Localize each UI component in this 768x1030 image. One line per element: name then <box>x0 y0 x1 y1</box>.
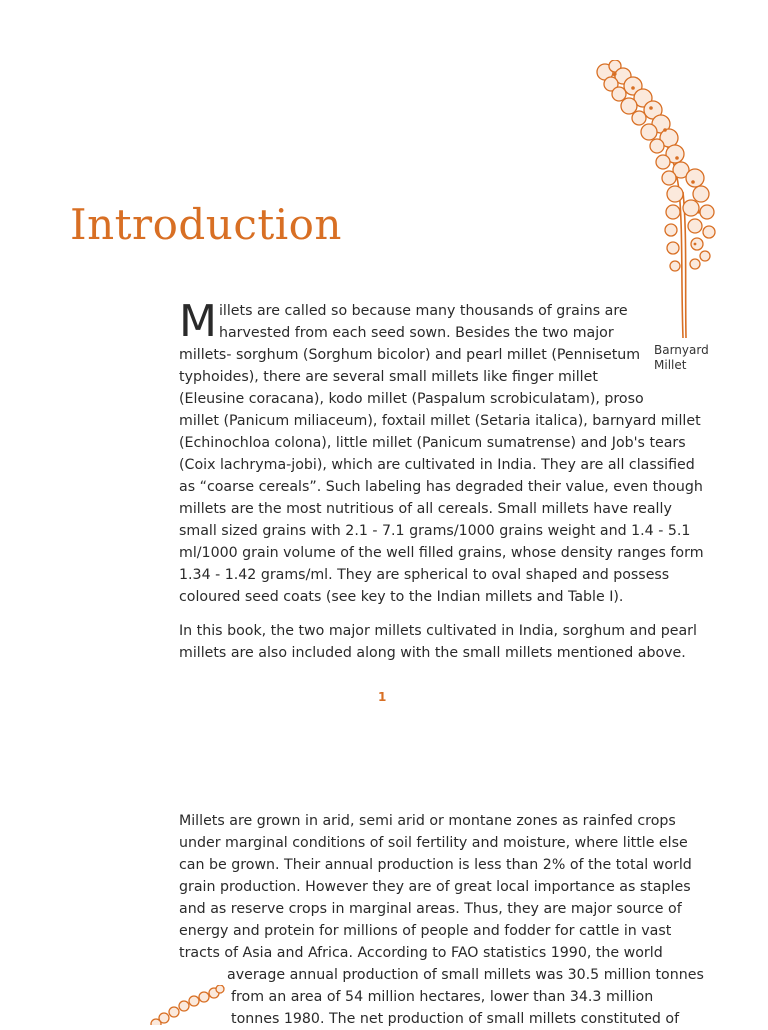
text-line: and as reserve crops in marginal areas. Thus, they are major source of <box>179 901 682 917</box>
page-number: 1 <box>378 690 387 704</box>
text-line: Millets are grown in arid, semi arid or montane zones as rainfed crops <box>179 813 676 829</box>
text-line: millets are the most nutritious of all cereals. Small millets have really <box>179 501 672 517</box>
text-line: (Coix lachryma-jobi), which are cultivated in India. They are all classified <box>179 457 695 473</box>
text-line: In this book, the two major millets cultivated in India, sorghum and pearl <box>179 623 697 639</box>
text-line: average annual production of small millets was 30.5 million tonnes <box>227 967 704 983</box>
text-line: millet (Panicum miliaceum), foxtail millet (Setaria italica), barnyard millet <box>179 413 701 429</box>
text-line: ml/1000 grain volume of the well filled grains, whose density ranges form <box>179 545 704 561</box>
millet-spike-icon <box>150 985 230 1025</box>
text-line: harvested from each seed sown. Besides the two major <box>218 325 614 341</box>
page2-paragraph <box>179 810 704 1030</box>
text-line: energy and protein for millions of people and fodder for cattle in vast <box>179 923 672 939</box>
text-line: millets are also included along with the small millets mentioned above. <box>179 645 686 661</box>
text-line: coloured seed coats (see key to the Indian millets and Table I). <box>179 589 624 605</box>
text-line: grain production. However they are of great local importance as staples <box>179 879 691 895</box>
page-title: Introduction <box>70 200 342 249</box>
drop-cap: M <box>179 296 217 347</box>
text-line: tonnes 1980. The net production of small millets constituted of <box>231 1011 680 1027</box>
text-line: tracts of Asia and Africa. According to FAO statistics 1990, the world <box>179 945 663 961</box>
text-line: small sized grains with 2.1 - 7.1 grams/1000 grains weight and 1.4 - 5.1 <box>179 523 691 539</box>
intro-paragraph-2 <box>179 620 699 664</box>
text-line: illets are called so because many thousands of grains are <box>218 303 628 319</box>
text-line: as “coarse cereals”. Such labeling has degraded their value, even though <box>179 479 703 495</box>
text-line: typhoides), there are several small millets like finger millet <box>179 369 598 385</box>
text-line: from an area of 54 million hectares, lower than 34.3 million <box>231 989 654 1005</box>
intro-paragraph-1 <box>179 296 704 608</box>
text-line: (Echinochloa colona), little millet (Panicum sumatrense) and Job's tears <box>179 435 686 451</box>
text-line: under marginal conditions of soil fertility and moisture, where little else <box>179 835 688 851</box>
text-line: (Eleusine coracana), kodo millet (Paspalum scrobiculatam), proso <box>179 391 644 407</box>
text-line: millets- sorghum (Sorghum bicolor) and pearl millet (Pennisetum <box>179 347 641 363</box>
illustration-caption: Barnyard Millet <box>654 343 709 372</box>
text-line: can be grown. Their annual production is less than 2% of the total world <box>179 857 692 873</box>
text-line: 1.34 - 1.42 grams/ml. They are spherical to oval shaped and possess <box>179 567 670 583</box>
